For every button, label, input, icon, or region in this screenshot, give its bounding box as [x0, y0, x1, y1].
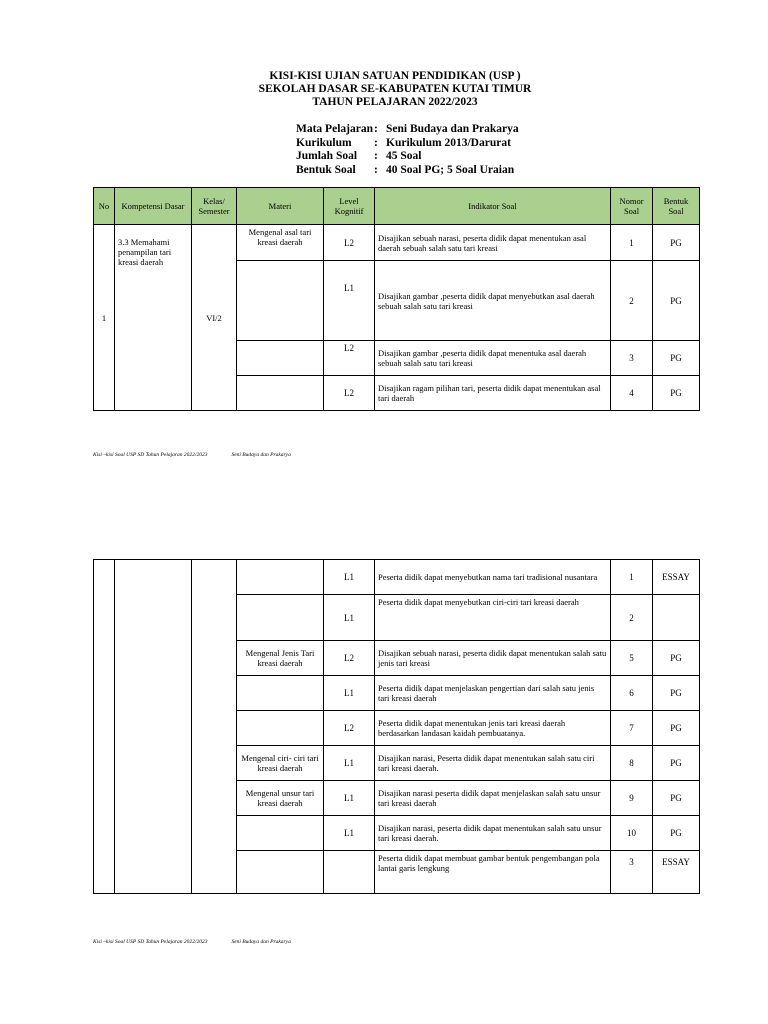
- bentuk-cell: PG: [653, 225, 700, 261]
- bentuk-cell: PG: [653, 816, 700, 851]
- bentuk-cell: ESSAY: [653, 851, 700, 894]
- page-footer: [93, 939, 291, 945]
- nomor-cell: 3: [611, 851, 653, 894]
- footer-right: Seni Budaya dan Prakarya: [231, 452, 291, 458]
- indikator-cell: Disajikan ragam pilihan tari, peserta didik dapat menentukan asal tari daerah: [375, 376, 611, 411]
- meta-row: [296, 123, 519, 137]
- bentuk-cell: PG: [653, 746, 700, 781]
- footer-left: Kisi –kisi Soal USP SD Tahun Pelajaran 2022/2023: [93, 939, 208, 945]
- nomor-cell: 1: [611, 560, 653, 595]
- footer-right: Seni Budaya dan Prakarya: [231, 939, 291, 945]
- meta-colon: :: [374, 163, 378, 176]
- indikator-cell: Disajikan gambar ,peserta didik dapat menentuka asal daerah sebuah salah satu tari kreasi: [375, 341, 611, 376]
- bentuk-cell: [653, 595, 700, 641]
- materi-cell: [237, 376, 324, 411]
- bentuk-cell: ESSAY: [653, 560, 700, 595]
- level-cell: L1: [324, 676, 375, 711]
- bentuk-cell: PG: [653, 261, 700, 341]
- nomor-cell: 7: [611, 711, 653, 746]
- col-header-nomor: Nomor Soal: [611, 188, 653, 225]
- col-header-level: Level Kognitif: [324, 188, 375, 225]
- materi-cell: [237, 595, 324, 641]
- title-line-3: TAHUN PELAJARAN 2022/2023: [312, 96, 478, 108]
- level-cell: [324, 851, 375, 894]
- meta-label: Jumlah Soal: [296, 150, 358, 162]
- bentuk-cell: PG: [653, 376, 700, 411]
- level-cell: L2: [324, 376, 375, 411]
- indikator-cell: Disajikan narasi peserta didik dapat menjelaskan salah satu unsur tari kreasi daerah: [375, 781, 611, 816]
- meta-value: 45 Soal: [386, 150, 422, 162]
- materi-cell: Mengenal Jenis Tari kreasi daerah: [237, 641, 324, 676]
- level-cell: L2: [324, 341, 375, 376]
- indikator-cell: Disajikan narasi, peserta didik dapat menentukan salah satu unsur tari kreasi daerah.: [375, 816, 611, 851]
- col-header-materi: Materi: [237, 188, 324, 225]
- col-header-indikator: Indikator Soal: [375, 188, 611, 225]
- nomor-cell: 8: [611, 746, 653, 781]
- materi-cell: [237, 851, 324, 894]
- col-header-kelas: Kelas/ Semester: [192, 188, 237, 225]
- meta-row: [296, 150, 519, 164]
- title-line-1: KISI-KISI UJIAN SATUAN PENDIDIKAN (USP ): [269, 70, 521, 82]
- meta-value: Seni Budaya dan Prakarya: [386, 123, 519, 135]
- kisi-kisi-table-1: [93, 187, 700, 411]
- nomor-cell: 9: [611, 781, 653, 816]
- nomor-cell: 5: [611, 641, 653, 676]
- kelas-semester: [192, 560, 237, 894]
- bentuk-cell: PG: [653, 641, 700, 676]
- level-cell: L1: [324, 746, 375, 781]
- footer-left: Kisi –kisi Soal USP SD Tahun Pelajaran 2022/2023: [93, 452, 208, 458]
- materi-cell: [237, 560, 324, 595]
- indikator-cell: Disajikan sebuah narasi, peserta didik dapat menentukan asal daerah sebuah salah satu tari kreasi: [375, 225, 611, 261]
- level-cell: L1: [324, 816, 375, 851]
- col-header-bentuk: Bentuk Soal: [653, 188, 700, 225]
- table-row: [94, 225, 700, 261]
- meta-label: Bentuk Soal: [296, 163, 356, 176]
- page-footer: [93, 452, 291, 458]
- indikator-cell: Peserta didik dapat menyebutkan nama tari tradisional nusantara: [375, 560, 611, 595]
- indikator-cell: Peserta didik dapat membuat gambar bentuk pengembangan pola lantai garis lengkung: [375, 851, 611, 894]
- indikator-cell: Peserta didik dapat menjelaskan pengertian dari salah satu jenis tari kreasi daerah: [375, 676, 611, 711]
- level-cell: L1: [324, 595, 375, 641]
- kompetensi-dasar: [115, 560, 192, 894]
- row-number: [94, 560, 115, 894]
- kelas-semester: VI/2: [192, 225, 237, 411]
- level-cell: L1: [324, 781, 375, 816]
- col-header-kompetensi: Kompetensi Dasar: [115, 188, 192, 225]
- indikator-cell: Peserta didik dapat menyebutkan ciri-ciri tari kreasi daerah: [375, 595, 611, 641]
- meta-colon: :: [374, 123, 378, 135]
- nomor-cell: 2: [611, 595, 653, 641]
- level-cell: L1: [324, 560, 375, 595]
- materi-cell: Mengenal unsur tari kreasi daerah: [237, 781, 324, 816]
- nomor-cell: 3: [611, 341, 653, 376]
- subject-info: [296, 123, 519, 177]
- bentuk-cell: PG: [653, 341, 700, 376]
- bentuk-cell: PG: [653, 781, 700, 816]
- meta-label: Kurikulum: [296, 136, 352, 149]
- meta-value: 40 Soal PG; 5 Soal Uraian: [386, 163, 515, 176]
- materi-cell: Mengenal asal tari kreasi daerah: [237, 225, 324, 261]
- level-cell: L2: [324, 225, 375, 261]
- table-row: [94, 560, 700, 595]
- materi-cell: Mengenal ciri- ciri tari kreasi daerah: [237, 746, 324, 781]
- materi-cell: [237, 816, 324, 851]
- title-line-2: SEKOLAH DASAR SE-KABUPATEN KUTAI TIMUR: [258, 83, 532, 95]
- meta-label: Mata Pelajaran: [296, 123, 373, 135]
- nomor-cell: 2: [611, 261, 653, 341]
- level-cell: L1: [324, 261, 375, 341]
- materi-cell: [237, 676, 324, 711]
- materi-cell: [237, 711, 324, 746]
- level-cell: L2: [324, 711, 375, 746]
- meta-colon: :: [374, 150, 378, 162]
- indikator-cell: Disajikan narasi, Peserta didik dapat menentukan salah satu ciri tari kreasi daerah.: [375, 746, 611, 781]
- indikator-cell: Disajikan gambar ,peserta didik dapat menyebutkan asal daerah sebuah salah satu tari kreasi: [375, 261, 611, 341]
- bentuk-cell: PG: [653, 676, 700, 711]
- kompetensi-dasar: 3.3 Memahami penampilan tari kreasi daerah: [115, 225, 192, 411]
- bentuk-cell: PG: [653, 711, 700, 746]
- row-number: 1: [94, 225, 115, 411]
- nomor-cell: 1: [611, 225, 653, 261]
- indikator-cell: Peserta didik dapat menentukan jenis tari kreasi daerah berdasarkan landasan kaidah pembuatanya.: [375, 711, 611, 746]
- indikator-cell: Disajikan sebuah narasi, peserta didik dapat menentukan salah satu jenis tari kreasi: [375, 641, 611, 676]
- level-cell: L2: [324, 641, 375, 676]
- materi-cell: [237, 341, 324, 376]
- nomor-cell: 6: [611, 676, 653, 711]
- meta-row: [296, 137, 519, 151]
- meta-row: [296, 164, 519, 178]
- nomor-cell: 4: [611, 376, 653, 411]
- nomor-cell: 10: [611, 816, 653, 851]
- materi-cell: [237, 261, 324, 341]
- document-title: [0, 70, 768, 109]
- table-header-row: [94, 188, 700, 225]
- meta-value: Kurikulum 2013/Darurat: [386, 136, 511, 149]
- meta-colon: :: [374, 136, 378, 149]
- col-header-no: No: [94, 188, 115, 225]
- kisi-kisi-table-2: [93, 559, 700, 894]
